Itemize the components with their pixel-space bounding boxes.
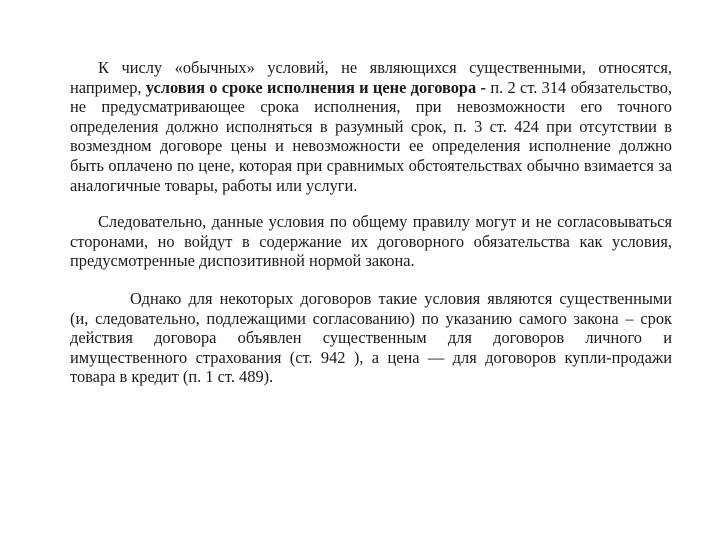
paragraph-ordinary-conditions [70,58,672,195]
paragraph-however: Однако для некоторых договоров такие условия являются существенными (и, следовательно, подлежащими согласованию) по указанию самого закона – срок действия договора объявлен существенным для договоров личного и имущественного страхования (ст. 942 ), а цена — для договоров купли-продажи товара в кредит (п. 1 ст. 489). [70,288,672,387]
paragraph-consequently: Следовательно, данные условия по общему правилу могут и не согласовываться сторонами, но войдут в содержание их договорного обязательства как условия, предусмотренные диспозитивной нормой закона. [70,212,672,271]
paragraph-1-text-start: К числу «обычных» условий, не являющихся существенными, относятся, например, [70,58,672,97]
text-body [70,58,672,387]
paragraph-1-bold-phrase: условия о сроке исполнения и цене договора - [145,77,487,97]
paragraph-1-text-end: п. 2 ст. 314 обязательство, не предусматривающее срока исполнения, при невозможности его точного определения должно исполняться в разумный срок, п. 3 ст. 424 при отсутствии в возмездном договоре цены и невозможности ее определения исполнение должно быть оплачено по цене, которая при сравнимых обстоятельствах обычно взимается за аналогичные товары, работы или услуги. [70,77,673,195]
